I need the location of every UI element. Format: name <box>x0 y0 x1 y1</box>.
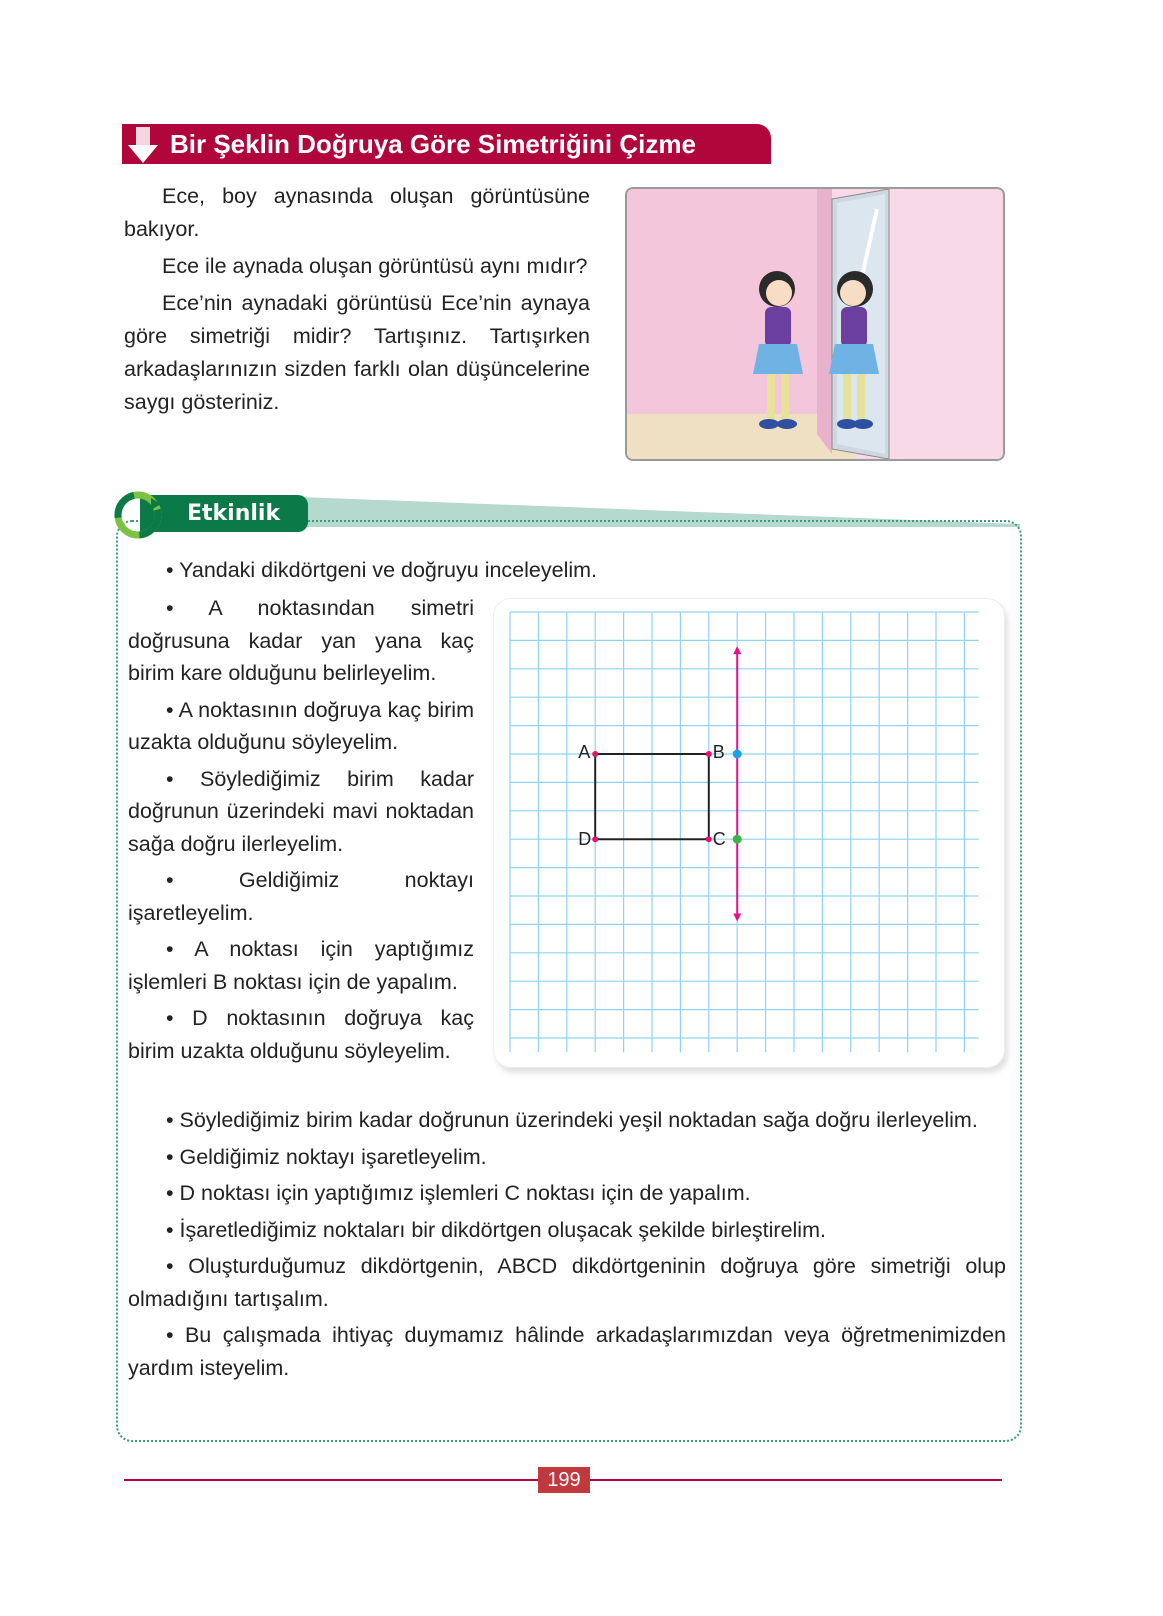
activity-step: • A noktasının doğruya kaç birim uzakta olduğunu söyleyelim. <box>128 697 474 754</box>
intro-paragraph: Ece ile aynada oluşan görüntüsü aynı mıdır? <box>162 254 588 278</box>
activity-step: • Söylediğimiz birim kadar doğrunun üzerindeki yeşil noktadan sağa doğru ilerleyelim. <box>166 1108 978 1132</box>
label-a: A <box>578 742 591 762</box>
label-c: C <box>712 829 726 850</box>
intro-text <box>124 180 590 423</box>
activity-title: Etkinlik <box>187 501 281 526</box>
vertex-d <box>592 836 598 842</box>
activity-left-steps <box>128 592 474 1071</box>
section-title-bar <box>122 124 771 164</box>
footer-rule <box>124 1479 538 1481</box>
activity-step: • D noktası için yaptığımız işlemleri C noktası için de yapalım. <box>166 1181 751 1205</box>
page-number: 199 <box>538 1467 590 1493</box>
activity-step: • Oluşturduğumuz dikdörtgenin, ABCD dikdörtgeninin doğruya göre simetriği olup olmadığını tartışalım. <box>128 1254 1006 1311</box>
activity-intro <box>128 554 1008 591</box>
arrow-down-icon <box>733 914 741 922</box>
mirror-illustration <box>625 187 1005 461</box>
vertex-a <box>592 751 598 757</box>
label-d: D <box>578 829 592 850</box>
activity-tab <box>140 495 308 532</box>
intro-paragraph: Ece’nin aynadaki görüntüsü Ece’nin aynaya göre simetriği midir? Tartışınız. Tartışırken arkadaşlarınızın sizden farklı olan düşüncelerine saygı gösteriniz. <box>124 291 590 414</box>
vertex-c <box>706 836 712 842</box>
grid-card <box>493 598 1005 1068</box>
blue-point <box>733 750 742 759</box>
activity-step: • Geldiğimiz noktayı işaretleyelim. <box>166 1144 487 1169</box>
grid-diagram <box>494 599 1004 1067</box>
vertex-b <box>706 751 712 757</box>
down-arrow-icon <box>128 127 158 163</box>
arrow-up-icon <box>733 646 741 654</box>
activity-step: • Bu çalışmada ihtiyaç duymamız hâlinde arkadaşlarımızdan veya öğretmenimizden yardım isteyelim. <box>128 1323 1006 1380</box>
green-point <box>733 835 742 844</box>
recycle-arrows-icon <box>113 490 163 540</box>
activity-step: • Söylediğimiz birim kadar doğrunun üzerindeki mavi noktadan sağa doğru ilerleyelim. <box>128 766 474 856</box>
activity-step: • Yandaki dikdörtgeni ve doğruyu inceleyelim. <box>166 558 598 582</box>
activity-step: • Geldiğimiz noktayı işaretleyelim. <box>128 868 474 925</box>
activity-full-steps <box>128 1104 1006 1388</box>
activity-step: • D noktasının doğruya kaç birim uzakta olduğunu söyleyelim. <box>128 1006 474 1063</box>
footer-rule <box>590 1479 1002 1481</box>
activity-step: • A noktasından simetri doğrusuna kadar yan yana kaç birim kare olduğunu belirleyelim. <box>128 596 474 685</box>
activity-step: • A noktası için yaptığımız işlemleri B noktası için de yapalım. <box>128 937 474 994</box>
section-title: Bir Şeklin Doğruya Göre Simetriğini Çizme <box>170 129 696 159</box>
label-b: B <box>712 742 725 762</box>
activity-step: • İşaretlediğimiz noktaları bir dikdörtgen oluşacak şekilde birleştirelim. <box>166 1217 826 1242</box>
intro-paragraph: Ece, boy aynasında oluşan görüntüsüne bakıyor. <box>124 184 590 241</box>
